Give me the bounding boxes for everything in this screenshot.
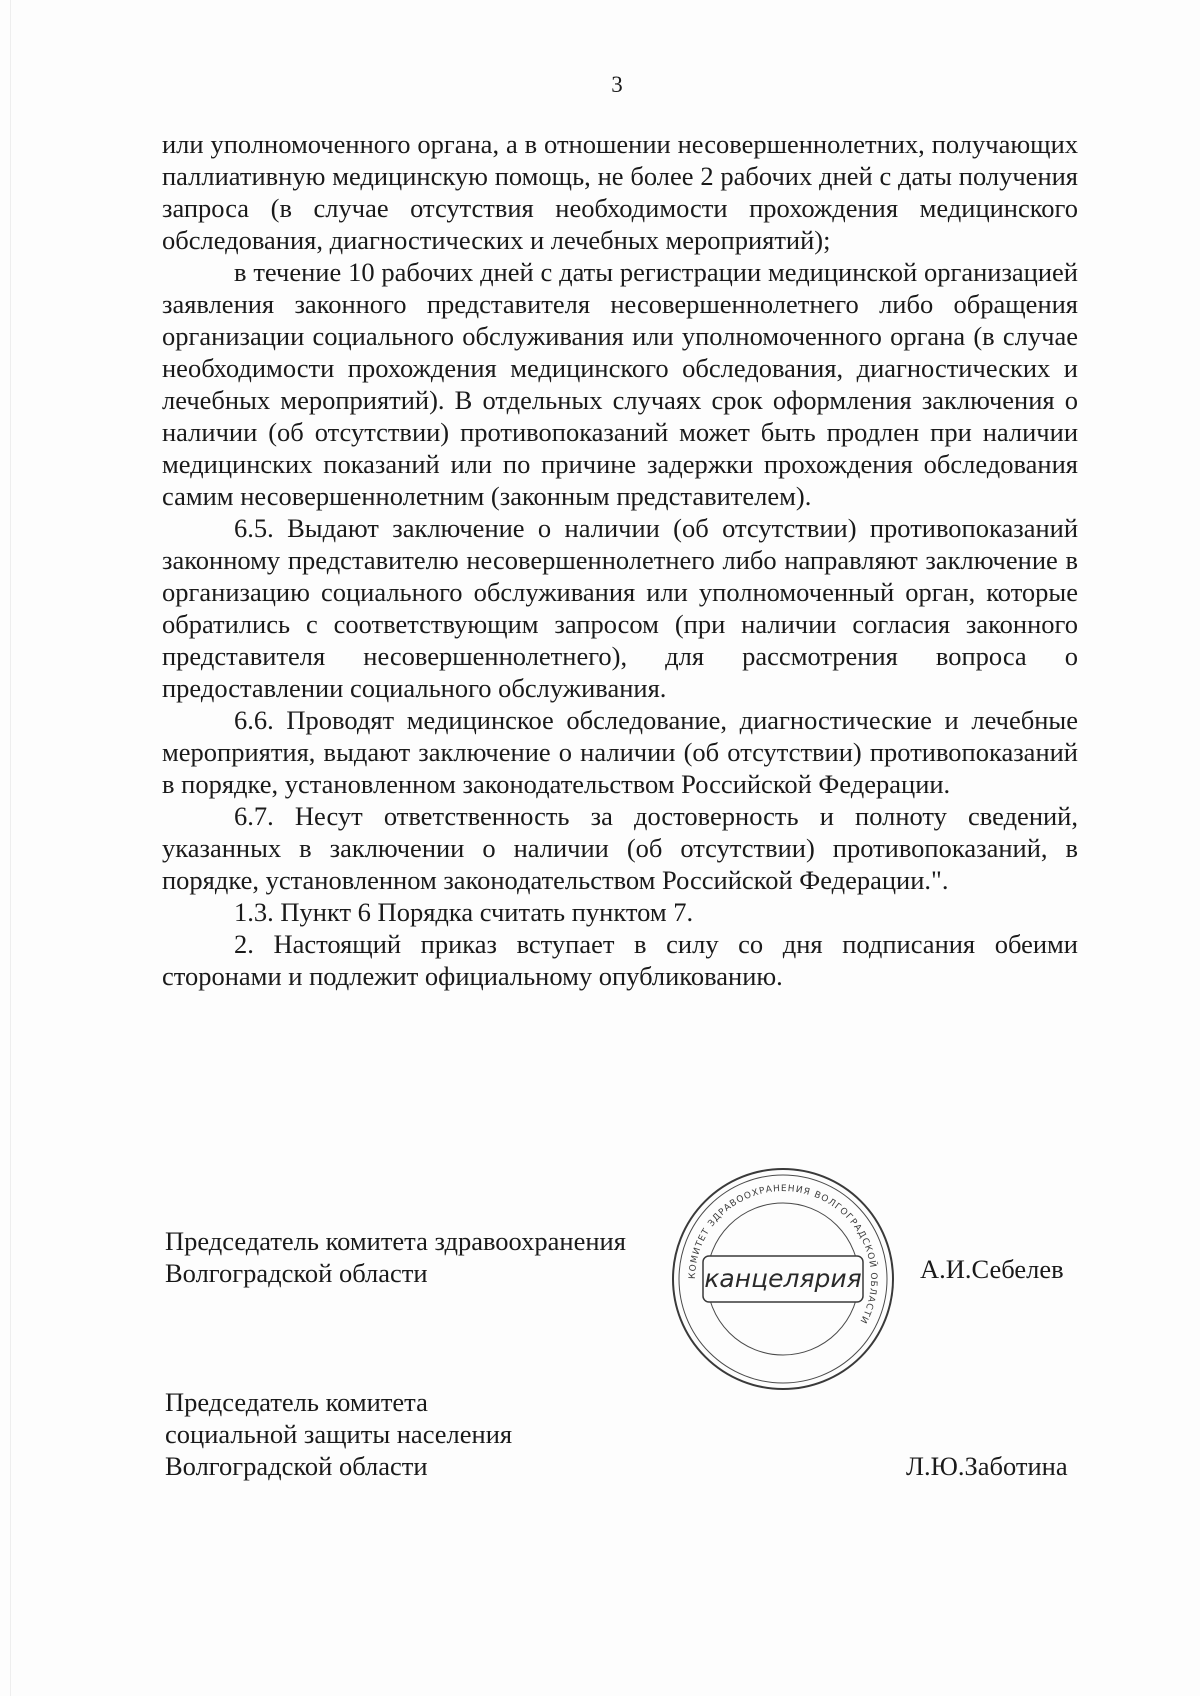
stamp-center-text: канцелярия (704, 1264, 862, 1293)
stamp-ring-text: КОМИТЕТ ЗДРАВООХРАНЕНИЯ ВОЛГОГРАДСКОЙ ОБЛАСТИ (687, 1183, 879, 1326)
stamp-graphic (668, 1164, 898, 1394)
signature-position-line: социальной защиты населения (165, 1419, 513, 1449)
page-number: 3 (611, 72, 623, 97)
signature-position-line: Председатель комитета (165, 1387, 428, 1417)
paragraph-6-7: 6.7. Несут ответственность за достоверность и полноту сведений, указанных в заключении о наличии (об отсутствии) противопоказаний, в порядке, установленном законодательством Российской Федерации.". (162, 801, 1078, 895)
signature-position-line: Председатель комитета здравоохранения (165, 1226, 626, 1256)
paragraph-continuation: или уполномоченного органа, а в отношении несовершеннолетних, получающих паллиативную медицинскую помощь, не более 2 рабочих дней с даты получения запроса (в случае отсутствия необходимости прохождения медицинского обследования, диагностических и лечебных мероприятий); (162, 129, 1078, 255)
signatory-name-health: А.И.Себелев (920, 1254, 1064, 1284)
signature-position-health (165, 1225, 626, 1289)
document-body (162, 128, 1078, 992)
signatory-name-social: Л.Ю.Заботина (906, 1451, 1068, 1481)
office-stamp (668, 1164, 898, 1394)
signature-position-social (165, 1386, 512, 1482)
signature-position-line: Волгоградской области (165, 1451, 428, 1481)
paragraph-6-6: 6.6. Проводят медицинское обследование, диагностические и лечебные мероприятия, выдают заключение о наличии (об отсутствии) противопоказаний в порядке, установленном законодательством Российской Федерации. (162, 705, 1078, 799)
paragraph-2: 2. Настоящий приказ вступает в силу со дня подписания обеими сторонами и подлежит официальному опубликованию. (162, 929, 1078, 991)
paragraph-deadline: в течение 10 рабочих дней с даты регистрации медицинской организацией заявления законного представителя несовершеннолетнего либо обращения организации социального обслуживания или уполномоченного органа (в случае необходимости прохождения медицинского обследования, диагностических и лечебных мероприятий). В отдельных случаях срок оформления заключения о наличии (об отсутствии) противопоказаний может быть продлен при наличии медицинских показаний или по причине задержки прохождения обследования самим несовершеннолетним (законным представителем). (162, 257, 1078, 511)
paragraph-1-3: 1.3. Пункт 6 Порядка считать пунктом 7. (234, 897, 694, 927)
scan-edge (10, 0, 11, 1696)
signature-position-line: Волгоградской области (165, 1258, 428, 1288)
paragraph-6-5: 6.5. Выдают заключение о наличии (об отсутствии) противопоказаний законному представителю несовершеннолетнего либо направляют заключение в организацию социального обслуживания или уполномоченный орган, которые обратились с соответствующим запросом (при наличии согласия законного представителя несовершеннолетнего), для рассмотрения вопроса о предоставлении социального обслуживания. (162, 513, 1078, 703)
